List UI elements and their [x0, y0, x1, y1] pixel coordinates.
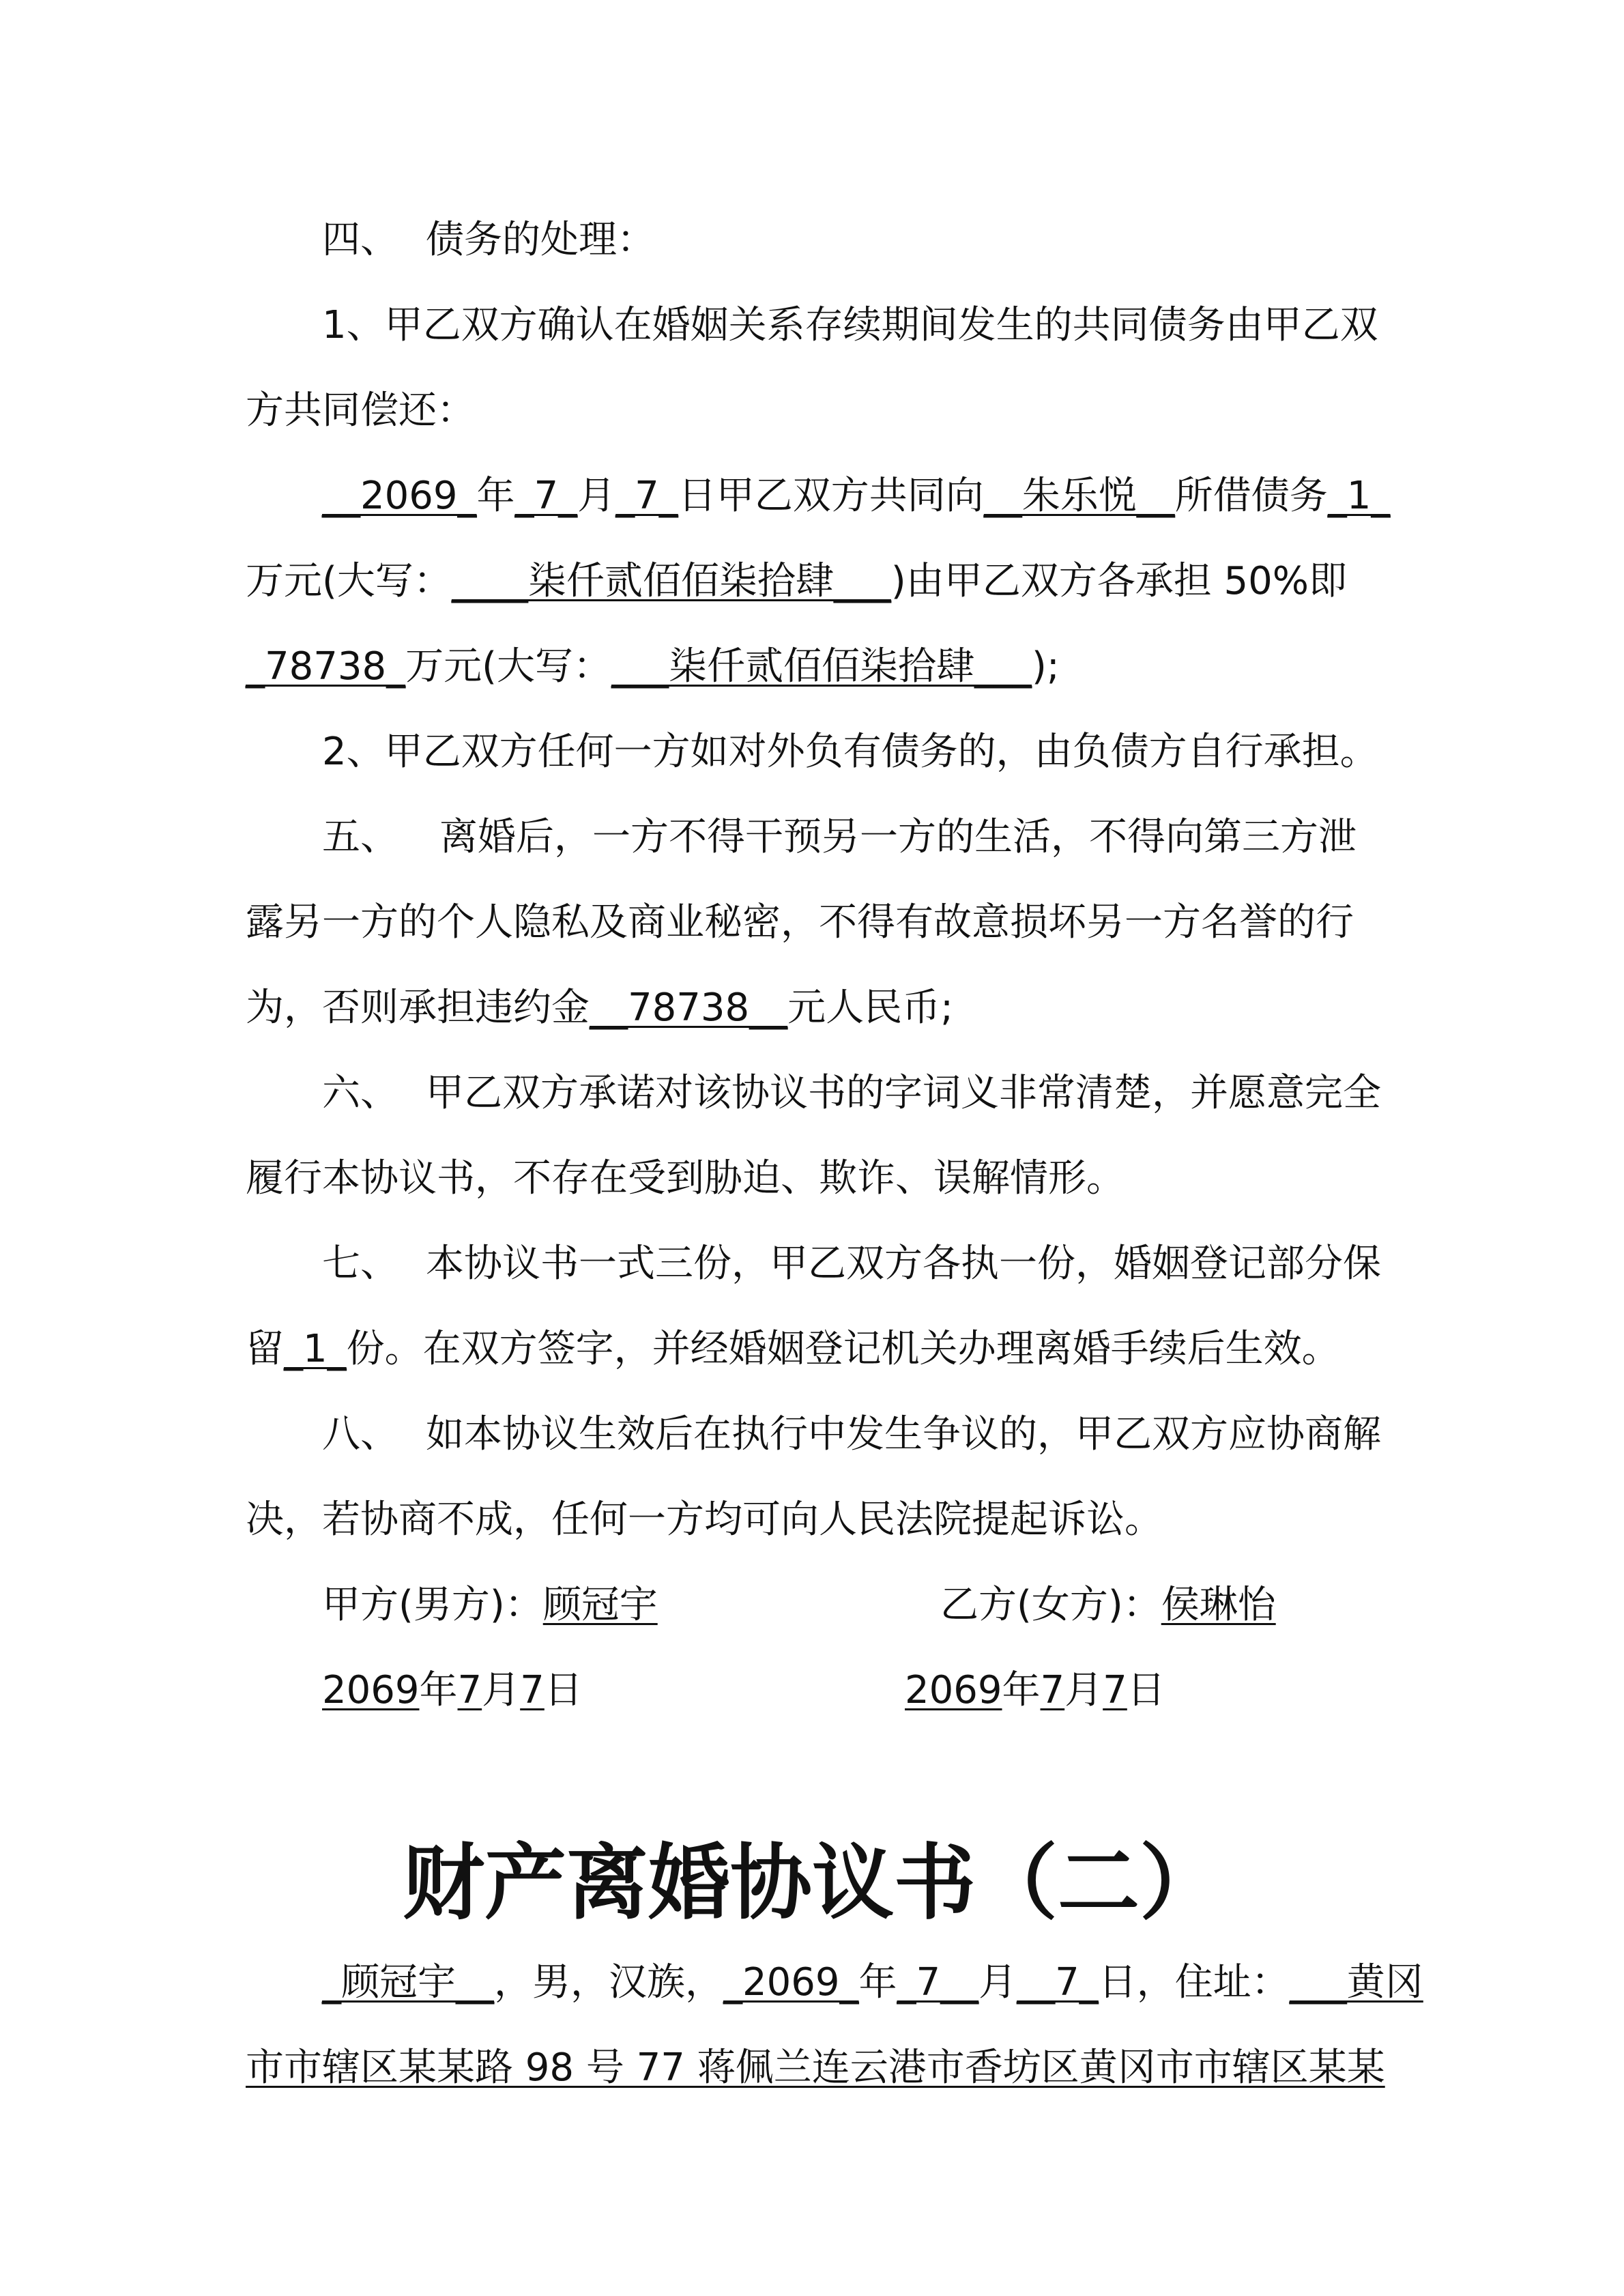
- borrowed-text: 所借债务: [1174, 474, 1328, 518]
- section-4-heading: [322, 213, 1378, 268]
- party-b-day: 7: [1103, 1668, 1127, 1712]
- debt-pre-blank: __: [322, 474, 360, 518]
- party-a-label: 甲方(男方)：: [322, 1583, 543, 1627]
- debt-day: _7_: [615, 474, 678, 518]
- section-5-line3: [246, 981, 1378, 1035]
- section-8-line1: [322, 1407, 1381, 1462]
- section-7-text1: 本协议书一式三份，甲乙双方各执一份，婚姻登记部分保: [426, 1242, 1381, 1286]
- party-b-signature: [940, 1578, 1276, 1633]
- section-7-text2-pre: 留: [246, 1327, 284, 1371]
- section-5-text3: 为，否则承担违约金: [246, 986, 590, 1030]
- section-6-number: 六、: [322, 1071, 398, 1115]
- section-6-line1: [322, 1066, 1381, 1121]
- year-label: 年: [1002, 1668, 1041, 1712]
- section-4-p1-line2: 方共同偿还：: [246, 388, 475, 433]
- debt-year-suffix: _: [457, 474, 477, 518]
- debt-amount: _1_: [1327, 474, 1391, 518]
- section-5-line2: 露另一方的个人隐私及商业秘密，不得有故意损坏另一方名誉的行: [246, 900, 1354, 945]
- party-b-month: 7: [1040, 1668, 1065, 1712]
- penalty-amount: __78738__: [590, 986, 788, 1030]
- party-a-signature: [322, 1578, 658, 1633]
- doc2-address-line2: [246, 2041, 1385, 2095]
- section-6-line2: 履行本协议书，不存在受到胁迫、欺诈、误解情形。: [246, 1156, 1125, 1201]
- party-b-year: 2069: [905, 1668, 1002, 1712]
- debt-line2: [246, 554, 1378, 609]
- section-4-title: 债务的处理：: [426, 218, 655, 262]
- day-label: 日: [1127, 1668, 1165, 1712]
- section-7-text2-post: 份。在双方签字，并经婚姻登记机关办理离婚手续后生效。: [346, 1327, 1340, 1371]
- party-a-year: 2069: [322, 1668, 420, 1712]
- doc2-birth-year: _2069_: [723, 1960, 859, 2005]
- month-label: 月: [1064, 1668, 1103, 1712]
- debt-end: );: [1032, 644, 1060, 689]
- amount-daxie-1: ____柒仟贰佰佰柒拾肆___: [451, 559, 891, 603]
- party-a-name: 顾冠宇: [542, 1583, 658, 1627]
- doc2-address-label: 日，住址：: [1098, 1960, 1290, 2005]
- month-label: 月: [978, 1960, 1017, 2005]
- section-8-line2: 决，若协商不成，任何一方均可向人民法院提起诉讼。: [246, 1497, 1163, 1542]
- party-a-day: 7: [520, 1668, 545, 1712]
- split-text: )由甲乙双方各承担 50%即: [890, 559, 1347, 603]
- debt-line1: [322, 469, 1391, 523]
- party-b-name: 侯琳怡: [1161, 1583, 1276, 1627]
- section-5-text1: 离婚后，一方不得干预另一方的生活，不得向第三方泄: [439, 815, 1357, 859]
- doc2-address-cont: 市市辖区某某路 98 号 77 蒋佩兰连云港市香坊区黄冈市市辖区某某: [246, 2046, 1385, 2090]
- document-title: 财产离婚协议书（二）: [403, 1836, 1221, 1931]
- debt-year: 2069: [360, 474, 458, 518]
- day-label: 日: [544, 1668, 583, 1712]
- party-b-label: 乙方(女方)：: [940, 1583, 1161, 1627]
- doc2-address-start: ___黄冈: [1289, 1960, 1423, 2005]
- section-8-text1: 如本协议生效后在执行中发生争议的，甲乙双方应协商解: [426, 1412, 1381, 1456]
- creditor-name: __朱乐悦__: [983, 474, 1175, 518]
- share-amount: _78738_: [246, 644, 406, 689]
- section-8-number: 八、: [322, 1412, 398, 1456]
- year-label: 年: [476, 474, 515, 518]
- year-label: 年: [419, 1668, 458, 1712]
- month-label: 月: [482, 1668, 521, 1712]
- debt-month: _7_: [514, 474, 578, 518]
- section-4-number: 四、: [322, 218, 398, 262]
- section-4-p2: 2、甲乙双方任何一方如对外负有债务的，由负债方自行承担。: [322, 730, 1378, 774]
- month-label: 月: [577, 474, 616, 518]
- amount-daxie-label: 万元(大写：: [246, 559, 452, 603]
- section-4-p1-line1: 1、甲乙双方确认在婚姻关系存续期间发生的共同债务由甲乙双: [322, 303, 1378, 347]
- copies-count: _1_: [284, 1327, 347, 1371]
- section-5-text3-end: 元人民币;: [787, 986, 954, 1030]
- debt-text: 日甲乙双方共同向: [678, 474, 984, 518]
- section-7-number: 七、: [322, 1242, 398, 1286]
- party-b-date: [905, 1663, 1165, 1718]
- section-7-line2: [246, 1322, 1378, 1377]
- party-a-date: [322, 1663, 583, 1718]
- doc2-birth-day: __7_: [1017, 1960, 1099, 2005]
- section-6-text1: 甲乙双方承诺对该协议书的字词义非常清楚，并愿意完全: [426, 1071, 1381, 1115]
- section-5-line1: [322, 810, 1378, 865]
- share-daxie-label: 万元(大写：: [405, 644, 612, 689]
- doc2-name: _顾冠宇__: [322, 1960, 494, 2005]
- debt-line3: [246, 640, 1378, 694]
- doc2-birth-month: _7__: [897, 1960, 979, 2005]
- year-label: 年: [858, 1960, 897, 2005]
- section-5-number: 五、: [322, 815, 398, 859]
- section-7-line1: [322, 1237, 1381, 1291]
- party-a-month: 7: [457, 1668, 482, 1712]
- doc2-party-line1: [322, 1955, 1423, 2010]
- doc2-gender-text: ，男，汉族，: [494, 1960, 723, 2005]
- amount-daxie-2: ___柒仟贰佰佰柒拾肆___: [611, 644, 1032, 689]
